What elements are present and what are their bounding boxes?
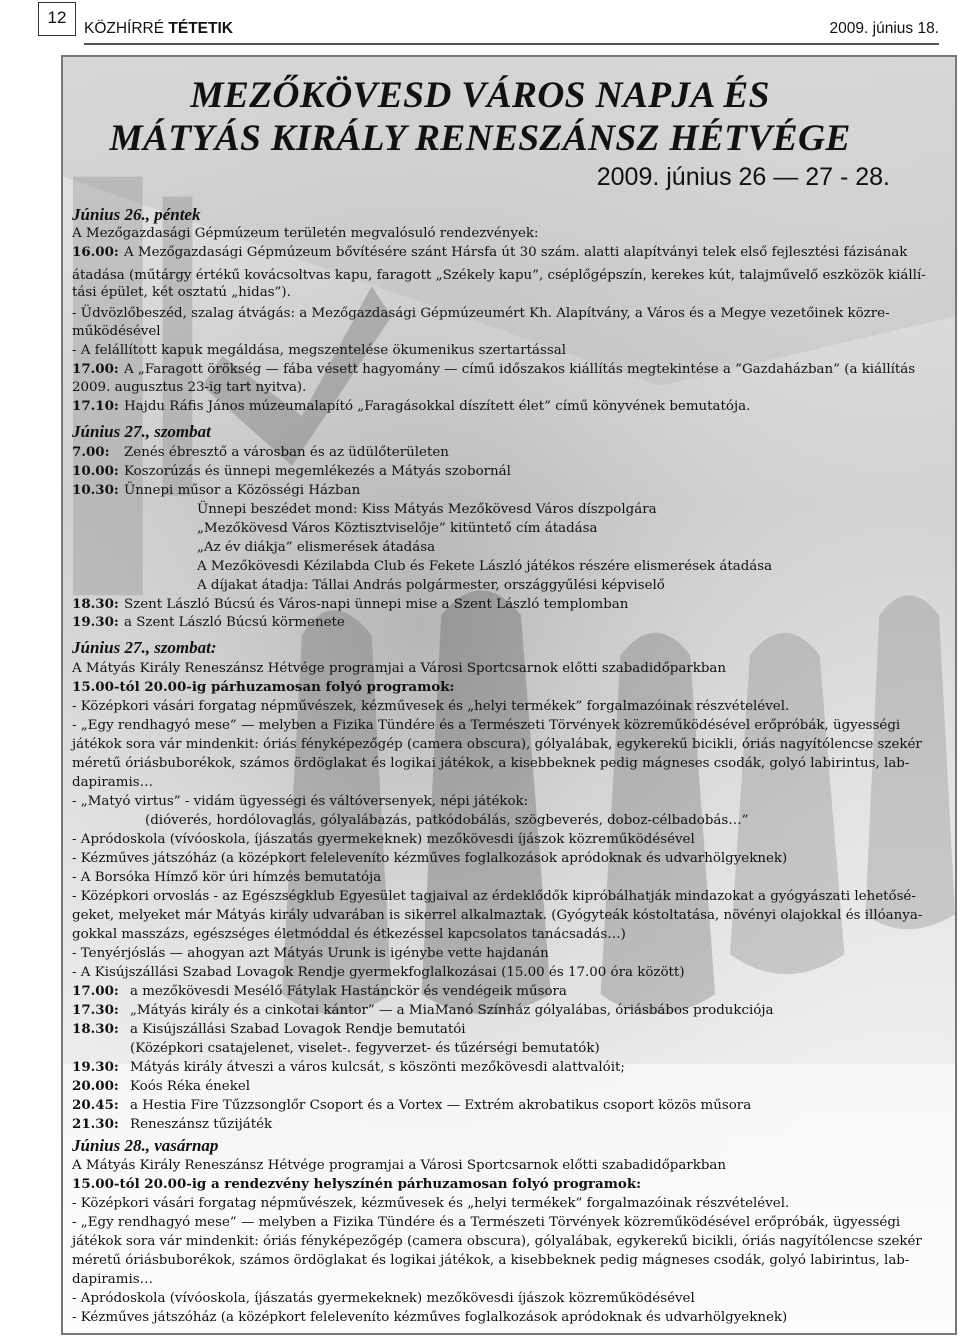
issue-date: 2009. június 18. bbox=[829, 20, 939, 37]
day3-heading: Június 28., vasárnap bbox=[72, 1136, 219, 1155]
ceremony-item: „Az év diákja” elismerések átadása bbox=[197, 540, 436, 555]
program-item: - „Matyó virtus” - vidám ügyességi és váltóversenyek, népi játékok: bbox=[72, 794, 529, 809]
program-item: - „Egy rendhagyó mese” — melyben a Fizika Tündére és a Természeti Törvények közreműködésével erőpróbák, ügyességi bbox=[72, 718, 901, 733]
day1-item: 17.00: A „Faragott örökség — fába vésett hagyomány — című időszakos kiállítás megtekintése a ”Gazdaházban” (a kiállítás bbox=[72, 361, 916, 377]
program-item-cont: méretű óriásbuborékok, számos ördöglakat és logikai játékok, a kisebbeknek pedig mágneses csodák, golyó labirintus, lab- bbox=[72, 756, 910, 771]
program-item: - A Kisújszállási Szabad Lovagok Rendje gyermekfoglalkozásai (15.00 és 17.00 óra között) bbox=[72, 965, 685, 980]
program-item: - Kézműves játszóház (a középkort feleleveníto kézműves foglalkozások apródoknak és udvarhölgyeknek) bbox=[72, 851, 788, 866]
schedule-row: 17.30: „Mátyás király és a cinkotai kántor” — a MiaManó Színház gólyalábas, óriásbábos produkciója bbox=[72, 1002, 774, 1018]
program-item-cont: dapiramis… bbox=[72, 775, 154, 790]
program-item: - Tenyérjóslás — ahogyan azt Mátyás Urunk is igénybe vette hajdanán bbox=[72, 946, 549, 961]
schedule-row: 19.30: a Szent László Búcsú körmenete bbox=[72, 614, 345, 630]
schedule-row: 10.00: Koszorúzás és ünnepi megemlékezés a Mátyás szobornál bbox=[72, 463, 511, 479]
day2b-intro: A Mátyás Király Reneszánsz Hétvége programjai a Városi Sportcsarnok előtti szabadidőparkban bbox=[72, 661, 727, 676]
schedule-row: 20.00: Koós Réka énekel bbox=[72, 1078, 251, 1094]
day1-item: - Üdvözlőbeszéd, szalag átvágás: a Mezőgazdasági Gépmúzeumért Kh. Alapítvány, a Város és a Megye vezetőinek közre- bbox=[72, 306, 890, 321]
program-item-cont: (dióverés, hordólovaglás, gólyalábazás, patkódobálás, szögbeverés, doboz-célbadobás…” bbox=[145, 813, 749, 828]
schedule-row: 21.30: Reneszánsz tűzijáték bbox=[72, 1116, 273, 1132]
event-dates: 2009. június 26 — 27 - 28. bbox=[596, 163, 890, 191]
day1-item: 16.00: A Mezőgazdasági Gépmúzeum bővítésére szánt Hársfa út 30 szám. alatti alapítványi telek első fejlesztési fázisának bbox=[72, 244, 908, 260]
day1-item-cont: 2009. augusztus 23-ig tart nyitva). bbox=[72, 380, 307, 395]
day1-intro: A Mezőgazdasági Gépmúzeum területén megvalósuló rendezvények: bbox=[72, 226, 539, 241]
day3-intro: A Mátyás Király Reneszánsz Hétvége programjai a Városi Sportcsarnok előtti szabadidőparkban bbox=[72, 1158, 727, 1173]
schedule-row: 10.30: Ünnepi műsor a Közösségi Házban bbox=[72, 482, 361, 498]
schedule-row: 19.30: Mátyás király átveszi a város kulcsát, s köszönti mezőkövesdi alattvalóit; bbox=[72, 1059, 625, 1075]
main-title-line-2: MÁTYÁS KIRÁLY RENESZÁNSZ HÉTVÉGE bbox=[109, 118, 851, 159]
ceremony-item: A Mezőkövesdi Kézilabda Club és Fekete László játékos részére elismerések átadása bbox=[197, 559, 773, 574]
day1-item-cont: működésével bbox=[72, 324, 161, 339]
program-item: - „Egy rendhagyó mese” — melyben a Fizika Tündére és a Természeti Törvények közreműködésével erőpróbák, ügyességi bbox=[72, 1215, 901, 1230]
program-item-cont: dapiramis… bbox=[72, 1272, 154, 1287]
day1-heading: Június 26., péntek bbox=[72, 205, 201, 224]
program-item-cont: játékok sora vár mindenkit: óriás fényképezőgép (camera obscura), gólyalábak, egykerekű bicikli, óriás nagyítólencse szekér bbox=[72, 1234, 922, 1249]
program-item: - Középkori vásári forgatag népművészek, kézművesek és „helyi termékek” forgalmazóinak részvételével. bbox=[72, 1196, 790, 1211]
section-name: KÖZHÍRRÉ TÉTETIK bbox=[84, 20, 233, 37]
day1-item-cont: átadása (műtárgy értékű kovácsoltvas kapu, faragott „Székely kapu”, cséplőgépszín, kerekes kút, talajművelő eszközök kiállí- bbox=[72, 268, 926, 283]
day1-item: 17.10: Hajdu Ráfis János múzeumalapító „Faragásokkal díszített élet” című könyvének bemutatója. bbox=[72, 398, 751, 414]
day2-heading: Június 27., szombat bbox=[72, 422, 211, 441]
program-item-cont: gokkal masszázs, egészséges életmóddal és étkezéssel kapcsolatos tanácsadás…) bbox=[72, 927, 626, 942]
program-item-cont: geket, melyeket már Mátyás király udvarában is sikerrel alkalmaztak. (Gyógyteák kóstoltatása, növényi olajokkal és illóanya- bbox=[72, 908, 923, 923]
schedule-row-cont: (Középkori csatajelenet, viselet-. fegyverzet- és tűzérségi bemutatók) bbox=[130, 1041, 600, 1056]
program-item: - Apródoskola (vívóoskola, íjászatás gyermekeknek) mezőkövesdi íjászok közreműködésével bbox=[72, 832, 695, 847]
program-item: - Középkori orvoslás - az Egészségklub Egyesület tagjaival az érdeklődők kipróbálhatják mindazokat a gyógyászati lehetősé- bbox=[72, 889, 916, 904]
page-number: 12 bbox=[38, 2, 76, 36]
program-item: - Középkori vásári forgatag népművészek, kézművesek és „helyi termékek” forgalmazóinak részvételével. bbox=[72, 699, 790, 714]
schedule-row: 20.45: a Hestia Fire Tűzzsonglőr Csoport és a Vortex — Extrém akrobatikus csoport közös műsora bbox=[72, 1097, 752, 1113]
schedule-row: 18.30: Szent László Búcsú és Város-napi ünnepi mise a Szent László templomban bbox=[72, 596, 629, 612]
schedule-row: 18.30: a Kisújszállási Szabad Lovagok Rendje bemutatói bbox=[72, 1021, 466, 1037]
schedule-row: 7.00: Zenés ébresztő a városban és az üdülőterületen bbox=[72, 444, 449, 460]
day3-parallel-heading: 15.00-tól 20.00-ig a rendezvény helyszínén párhuzamosan folyó programok: bbox=[72, 1176, 642, 1192]
main-title-line-1: MEZŐKÖVESD VÁROS NAPJA ÉS bbox=[190, 75, 770, 116]
day2b-parallel-heading: 15.00-tól 20.00-ig párhuzamosan folyó programok: bbox=[72, 679, 455, 695]
ceremony-item: „Mezőkövesd Város Köztisztviselője” kitüntető cím átadása bbox=[197, 521, 598, 536]
program-item: - A Borsóka Hímző kör úri hímzés bemutatója bbox=[72, 870, 382, 885]
schedule-row: 17.00: a mezőkövesdi Mesélő Fátylak Hastánckör és vendégeik műsora bbox=[72, 983, 567, 999]
page-header bbox=[84, 20, 939, 38]
program-item: - Apródoskola (vívóoskola, íjászatás gyermekeknek) mezőkövesdi íjászok közreműködésével bbox=[72, 1291, 695, 1306]
day1-item: - A felállított kapuk megáldása, megszentelése ökumenikus szertartással bbox=[72, 343, 567, 358]
day2b-heading: Június 27., szombat: bbox=[72, 638, 217, 657]
program-item: - Kézműves játszóház (a középkort feleleveníto kézműves foglalkozások apródoknak és udvarhölgyeknek) bbox=[72, 1310, 788, 1325]
ceremony-item: A díjakat átadja: Tállai András polgármester, országgyűlési képviselő bbox=[197, 578, 665, 593]
day1-item-cont: tási épület, két osztatú „hidas”). bbox=[72, 285, 291, 300]
program-item-cont: játékok sora vár mindenkit: óriás fényképezőgép (camera obscura), gólyalábak, egykerekű bicikli, óriás nagyítólencse szekér bbox=[72, 737, 922, 752]
header-rule bbox=[84, 43, 939, 45]
program-item-cont: méretű óriásbuborékok, számos ördöglakat és logikai játékok, a kisebbeknek pedig mágneses csodák, golyó labirintus, lab- bbox=[72, 1253, 910, 1268]
ceremony-item: Ünnepi beszédet mond: Kiss Mátyás Mezőkövesd Város díszpolgára bbox=[197, 502, 657, 517]
